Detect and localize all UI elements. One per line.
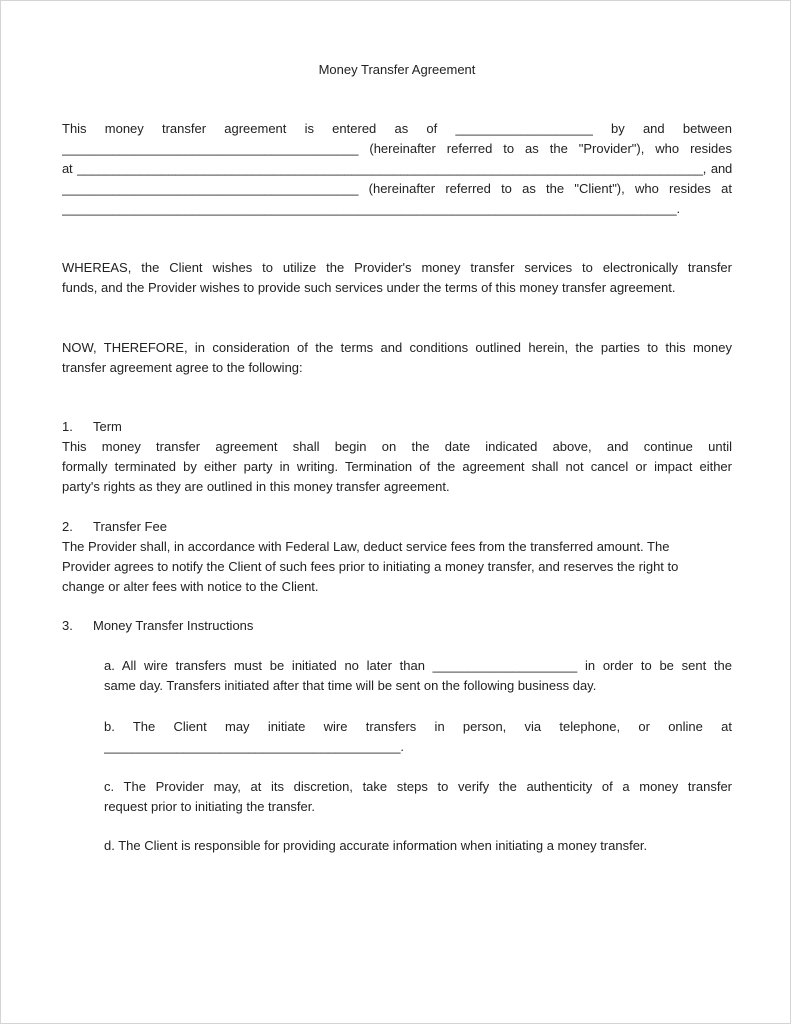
section-line: Provider agrees to notify the Client of such fees prior to initiating a money transfer, and reserves the right to [62,559,679,574]
section-heading [62,417,732,437]
section-line: formally terminated by either party in writing. Termination of the agreement shall not cancel or impact either [62,459,732,474]
now-therefore-line: transfer agreement agree to the following: [62,360,303,375]
instruction-item-c [104,777,732,817]
now-therefore-line: NOW, THEREFORE, in consideration of the terms and conditions outlined herein, the parties to this money [62,340,732,355]
section-line: change or alter fees with notice to the Client. [62,579,319,594]
whereas-line: WHEREAS, the Client wishes to utilize the Provider's money transfer services to electronically transfer [62,260,732,275]
section-money-transfer-instructions [62,616,732,636]
intro-line: at _________________________________________________________________________________________, and [62,161,732,176]
section-number: 2. [62,519,73,534]
instruction-line: same day. Transfers initiated after that time will be sent on the following business day. [104,678,597,693]
intro-paragraph [62,119,732,219]
instruction-item-b [104,717,732,757]
intro-line: _________________________________________ (hereinafter referred to as the "Provider"), who resides [62,141,732,156]
instruction-item-a [104,656,732,696]
section-number: 3. [62,618,73,633]
section-term [62,417,732,497]
document-title: Money Transfer Agreement [318,62,476,77]
instruction-item-d [104,836,732,856]
section-title: Term [93,419,122,434]
section-line: party's rights as they are outlined in this money transfer agreement. [62,479,450,494]
whereas-paragraph [62,258,732,298]
section-line: The Provider shall, in accordance with Federal Law, deduct service fees from the transferred amount. The [62,539,670,554]
section-heading [62,517,732,537]
instruction-line: a. All wire transfers must be initiated no later than ____________________ in order to be sent the [104,658,732,673]
section-heading [62,616,732,636]
now-therefore-paragraph [62,338,732,378]
instruction-line: c. The Provider may, at its discretion, take steps to verify the authenticity of a money transfer [104,779,732,794]
section-title: Money Transfer Instructions [93,618,254,633]
section-line: This money transfer agreement shall begin on the date indicated above, and continue until [62,439,732,454]
intro-line: This money transfer agreement is entered as of ___________________ by and between [62,121,732,136]
intro-line: _________________________________________ (hereinafter referred to as the "Client"), who resides at [62,181,732,196]
intro-line: _____________________________________________________________________________________. [62,201,681,216]
instruction-line: d. The Client is responsible for providing accurate information when initiating a money transfer. [104,838,648,853]
whereas-line: funds, and the Provider wishes to provide such services under the terms of this money transfer agreement. [62,280,676,295]
instruction-line: b. The Client may initiate wire transfers in person, via telephone, or online at [104,719,732,734]
section-title: Transfer Fee [93,519,167,534]
instruction-line: request prior to initiating the transfer. [104,799,316,814]
section-number: 1. [62,419,73,434]
section-transfer-fee [62,517,732,597]
instruction-line: _________________________________________. [104,739,405,754]
